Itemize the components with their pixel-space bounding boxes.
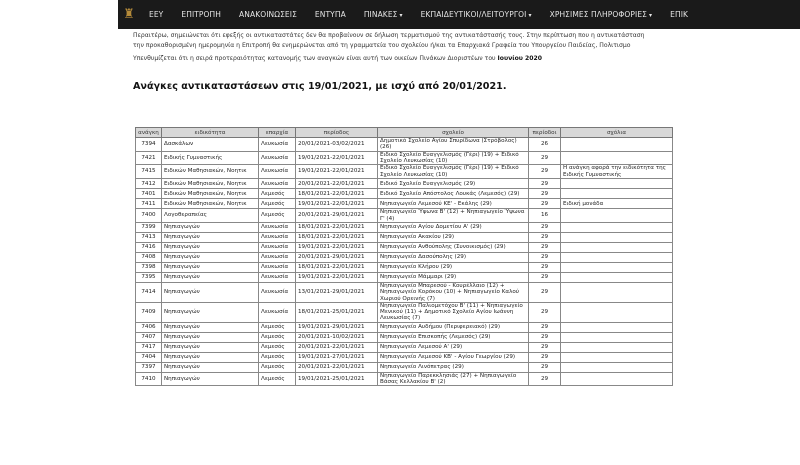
cell-period: 20/01/2021-22/01/2021 [296,362,378,372]
cell-comments [561,138,673,152]
cell-specialty: Νηπιαγωγών [162,332,259,342]
col-header-period[interactable]: περίοδος [296,128,378,138]
cell-periods: 29 [529,165,561,179]
cell-periods: 29 [529,372,561,386]
cell-period: 20/01/2021-22/01/2021 [296,342,378,352]
table-row [136,372,673,386]
cell-comments [561,242,673,252]
cell-period: 13/01/2021-29/01/2021 [296,282,378,302]
cell-periods: 29 [529,262,561,272]
cell-periods: 29 [529,332,561,342]
cell-period: 19/01/2021-22/01/2021 [296,165,378,179]
cell-period: 19/01/2021-22/01/2021 [296,199,378,209]
cell-need: 7415 [136,165,162,179]
reminder-date: Ιουνίου 2020 [497,55,542,62]
cell-period: 19/01/2021-22/01/2021 [296,151,378,165]
cell-need: 7416 [136,242,162,252]
cell-need: 7413 [136,232,162,242]
cell-district: Λευκωσία [259,262,296,272]
nav-item-label: ΕΚΠΑΙΔΕΥΤΙΚΟΙ/ΛΕΙΤΟΥΡΓΟΙ [420,9,527,19]
cell-district: Λευκωσία [259,179,296,189]
cell-school: Νηπιαγωγείο Λεμεσού Α' (29) [378,342,529,352]
cell-specialty: Νηπιαγωγών [162,272,259,282]
cell-need: 7404 [136,352,162,362]
cell-need: 7394 [136,138,162,152]
cell-comments [561,362,673,372]
cell-school: Νηπιαγωγείο Δασούπολης (29) [378,252,529,262]
page-title: Ανάγκες αντικαταστάσεων στις 19/01/2021, με ισχύ από 20/01/2021. [133,81,507,92]
cell-need: 7400 [136,209,162,223]
cell-school: Δημοτικό Σχολείο Αγίου Σπυρίδωνα (Στρόβολος) (26) [378,138,529,152]
chevron-down-icon: ▾ [649,11,653,19]
cell-comments [561,262,673,272]
col-header-need[interactable]: ανάγκη [136,128,162,138]
cell-specialty: Ειδικών Μαθησιακών, Νοητικ [162,199,259,209]
cell-comments: Ειδική μονάδα [561,199,673,209]
table-row [136,302,673,322]
cell-need: 7417 [136,342,162,352]
cell-specialty: Νηπιαγωγών [162,232,259,242]
cell-district: Λεμεσός [259,362,296,372]
cell-need: 7406 [136,322,162,332]
cell-specialty: Νηπιαγωγών [162,242,259,252]
nav-item-4[interactable] [355,0,412,30]
cell-period: 20/01/2021-10/02/2021 [296,332,378,342]
cell-comments [561,352,673,362]
cell-district: Λεμεσός [259,352,296,362]
nav-item-5[interactable] [412,0,541,30]
cell-school: Νηπιαγωγείο Ακακίου (29) [378,232,529,242]
nav-item-label: ΕΝΤΥΠΑ [314,9,346,19]
cell-specialty: Ειδικής Γυμναστικής [162,151,259,165]
cell-periods: 29 [529,151,561,165]
nav-item-label: ΕΕΥ [149,9,164,19]
cell-specialty: Νηπιαγωγών [162,352,259,362]
cell-school: Νηπιαγωγείο Αυδήμου (Περιφερειακό) (29) [378,322,529,332]
cell-specialty: Νηπιαγωγών [162,342,259,352]
table-row [136,272,673,282]
cell-district: Λευκωσία [259,222,296,232]
cell-district: Λεμεσός [259,189,296,199]
cell-district: Λεμεσός [259,372,296,386]
cell-need: 7409 [136,302,162,322]
chevron-down-icon: ▾ [528,11,532,19]
cell-school: Νηπιαγωγείο Παλιομετόχου Β' (11) + Νηπιαγωγείο Μενικού (11) + Δημοτικό Σχολείο Αγίου Ιωάννη Λευκωσίας (7) [378,302,529,322]
cell-comments [561,151,673,165]
cell-comments [561,179,673,189]
top-navbar [118,0,800,29]
cell-district: Λευκωσία [259,138,296,152]
cell-district: Λευκωσία [259,242,296,252]
cell-comments [561,222,673,232]
table-row [136,332,673,342]
cell-specialty: Νηπιαγωγών [162,282,259,302]
cell-need: 7421 [136,151,162,165]
cell-comments [561,209,673,223]
cell-comments [561,282,673,302]
cell-school: Ειδικό Σχολείο Απόστολος Λουκάς (Λεμεσός) (29) [378,189,529,199]
cell-periods: 29 [529,322,561,332]
cell-period: 18/01/2021-25/01/2021 [296,302,378,322]
nav-item-label: ΧΡΗΣΙΜΕΣ ΠΛΗΡΟΦΟΡΙΕΣ [549,9,648,19]
table-row [136,342,673,352]
nav-item-6[interactable] [541,0,662,30]
cell-periods: 29 [529,242,561,252]
cell-period: 19/01/2021-29/01/2021 [296,322,378,332]
cell-periods: 29 [529,342,561,352]
cell-district: Λευκωσία [259,252,296,262]
cell-school: Νηπιαγωγείο Ύψωνα Β' (12) + Νηπιαγωγείο Ύψωνα Γ' (4) [378,209,529,223]
table-row [136,165,673,179]
cell-period: 19/01/2021-25/01/2021 [296,372,378,386]
cell-periods: 29 [529,362,561,372]
cell-periods: 29 [529,252,561,262]
cell-period: 19/01/2021-27/01/2021 [296,352,378,362]
cell-period: 18/01/2021-22/01/2021 [296,262,378,272]
nav-item-7[interactable] [661,0,697,30]
cell-school: Ειδικό Σχολείο Ευαγγελισμός (Γέρι) (19) + Ειδικό Σχολείο Λευκωσίας (10) [378,151,529,165]
cell-period: 18/01/2021-22/01/2021 [296,189,378,199]
cell-specialty: Ειδικών Μαθησιακών, Νοητικ [162,179,259,189]
cell-comments [561,332,673,342]
cell-school: Νηπιαγωγείο Λεμεσού ΚΒ' - Αγίου Γεωργίου (29) [378,352,529,362]
table-row [136,189,673,199]
cell-specialty: Ειδικών Μαθησιακών, Νοητικ [162,189,259,199]
cell-periods: 29 [529,179,561,189]
cell-period: 19/01/2021-22/01/2021 [296,242,378,252]
crest-icon[interactable]: ♜ [123,7,135,22]
cell-district: Λευκωσία [259,165,296,179]
nav-item-3[interactable] [306,0,355,30]
cell-comments [561,189,673,199]
table-row [136,262,673,272]
cell-specialty: Ειδικών Μαθησιακών, Νοητικ [162,165,259,179]
chevron-down-icon: ▾ [399,11,403,19]
main-content [133,29,800,92]
reminder-prefix: Υπενθυμίζεται ότι η σειρά προτεραιότητας κατανομής των αναγκών είναι αυτή των οικείων Πινάκων Διοριστέων του [133,55,496,62]
cell-need: 7399 [136,222,162,232]
cell-district: Λεμεσός [259,322,296,332]
cell-comments [561,252,673,262]
cell-period: 18/01/2021-22/01/2021 [296,222,378,232]
cell-period: 20/01/2021-29/01/2021 [296,209,378,223]
cell-need: 7408 [136,252,162,262]
table-row [136,151,673,165]
cell-comments [561,342,673,352]
cell-specialty: Λογοθεραπείας [162,209,259,223]
table-body [136,138,673,386]
table-row [136,209,673,223]
table-row [136,282,673,302]
cell-school: Νηπιαγωγείο Λεμεσού ΚΕ' - Εκάλης (29) [378,199,529,209]
cell-specialty: Νηπιαγωγών [162,362,259,372]
cell-periods: 29 [529,232,561,242]
col-header-specialty[interactable]: ειδικότητα [162,128,259,138]
cell-period: 20/01/2021-03/02/2021 [296,138,378,152]
cell-comments [561,302,673,322]
cell-district: Λεμεσός [259,332,296,342]
cell-periods: 29 [529,272,561,282]
col-header-school[interactable]: σχολείο [378,128,529,138]
cell-comments [561,272,673,282]
nav-item-label: ΕΠΙΤΡΟΠΗ [181,9,222,19]
cell-district: Λευκωσία [259,151,296,165]
cell-school: Νηπιαγωγείο Μάμμαρι (29) [378,272,529,282]
cell-comments [561,322,673,332]
intro-line-2: την προκαθορισμένη ημερομηνία η Επιτροπή θα ενημερώνεται από τη γραμματεία του σχολείου ή/και τα Επαρχιακά Γραφεία του Υπουργείου Παιδείας, Πολιτισμο [133,41,631,49]
cell-school: Ειδικό Σχολείο Ευαγγελισμός (Γέρι) (19) + Ειδικό Σχολείο Λευκωσίας (10) [378,165,529,179]
table-row [136,252,673,262]
cell-need: 7410 [136,372,162,386]
col-header-periods[interactable]: περίοδοι [529,128,561,138]
cell-school: Νηπιαγωγείο Αγίου Δομετίου Α' (29) [378,222,529,232]
cell-school: Νηπιαγωγείο Λινόπετρας (29) [378,362,529,372]
cell-periods: 29 [529,302,561,322]
nav-item-2[interactable] [230,0,306,30]
cell-period: 20/01/2021-29/01/2021 [296,252,378,262]
table-row [136,352,673,362]
nav-item-label: ΑΝΑΚΟΙΝΩΣΕΙΣ [239,9,297,19]
cell-need: 7397 [136,362,162,372]
table-row [136,242,673,252]
cell-specialty: Δασκάλων [162,138,259,152]
cell-specialty: Νηπιαγωγών [162,262,259,272]
nav-menu [140,0,697,30]
cell-need: 7414 [136,282,162,302]
cell-specialty: Νηπιαγωγών [162,302,259,322]
cell-period: 19/01/2021-22/01/2021 [296,272,378,282]
cell-specialty: Νηπιαγωγών [162,222,259,232]
cell-specialty: Νηπιαγωγών [162,322,259,332]
cell-periods: 26 [529,138,561,152]
cell-specialty: Νηπιαγωγών [162,372,259,386]
col-header-district[interactable]: επαρχία [259,128,296,138]
table-row [136,232,673,242]
cell-district: Λευκωσία [259,272,296,282]
cell-school: Ειδικό Σχολείο Ευαγγελισμός (29) [378,179,529,189]
cell-school: Νηπιαγωγείο Επισκοπής (Λεμεσός) (29) [378,332,529,342]
cell-comments: Η ανάγκη αφορά την ειδικότητα της Ειδικής Γυμναστικής [561,165,673,179]
cell-periods: 29 [529,222,561,232]
nav-item-1[interactable] [172,0,230,30]
cell-need: 7407 [136,332,162,342]
cell-periods: 16 [529,209,561,223]
table-row [136,199,673,209]
cell-need: 7412 [136,179,162,189]
cell-period: 18/01/2021-22/01/2021 [296,232,378,242]
table-header-row [136,128,673,138]
cell-need: 7395 [136,272,162,282]
cell-district: Λευκωσία [259,302,296,322]
cell-district: Λεμεσός [259,209,296,223]
table-row [136,179,673,189]
table-row [136,222,673,232]
col-header-comments[interactable]: σχόλια [561,128,673,138]
cell-school: Νηπιαγωγείο Ανθούπολης (Συνοικισμός) (29) [378,242,529,252]
cell-comments [561,232,673,242]
cell-district: Λευκωσία [259,282,296,302]
cell-district: Λεμεσός [259,342,296,352]
intro-line-1: Περαιτέρω, σημειώνεται ότι εφεξής οι αντικαταστάτες δεν θα προβαίνουν σε δήλωση τερματισμού της αντικατάστασής τους. Στην περίπτωση που η αντικατάσταση [133,32,645,39]
cell-period: 20/01/2021-22/01/2021 [296,179,378,189]
nav-item-0[interactable] [140,0,172,30]
cell-need: 7401 [136,189,162,199]
table-row [136,138,673,152]
cell-specialty: Νηπιαγωγών [162,252,259,262]
cell-school: Νηπιαγωγείο Μπαρεσού - Κουρέλλαιο (12) + Νηπιαγωγείο Κορόκου (10) + Νηπιαγωγείο Καλού Χωριού Ορεινής (7) [378,282,529,302]
cell-periods: 29 [529,352,561,362]
cell-district: Λεμεσός [259,199,296,209]
needs-table [135,127,673,386]
cell-school: Νηπιαγωγείο Παρεκκλησιάς (27) + Νηπιαγωγείο Βάσας Κελλακίου Β' (2) [378,372,529,386]
cell-district: Λευκωσία [259,232,296,242]
cell-need: 7398 [136,262,162,272]
cell-school: Νηπιαγωγείο Κλήρου (29) [378,262,529,272]
table-row [136,362,673,372]
cell-periods: 29 [529,199,561,209]
cell-comments [561,372,673,386]
cell-need: 7411 [136,199,162,209]
nav-item-label: ΠΙΝΑΚΕΣ [363,9,398,19]
nav-item-label: ΕΠΙΚ [670,9,689,19]
table-row [136,322,673,332]
reminder-text [133,54,800,63]
cell-periods: 29 [529,282,561,302]
cell-periods: 29 [529,189,561,199]
